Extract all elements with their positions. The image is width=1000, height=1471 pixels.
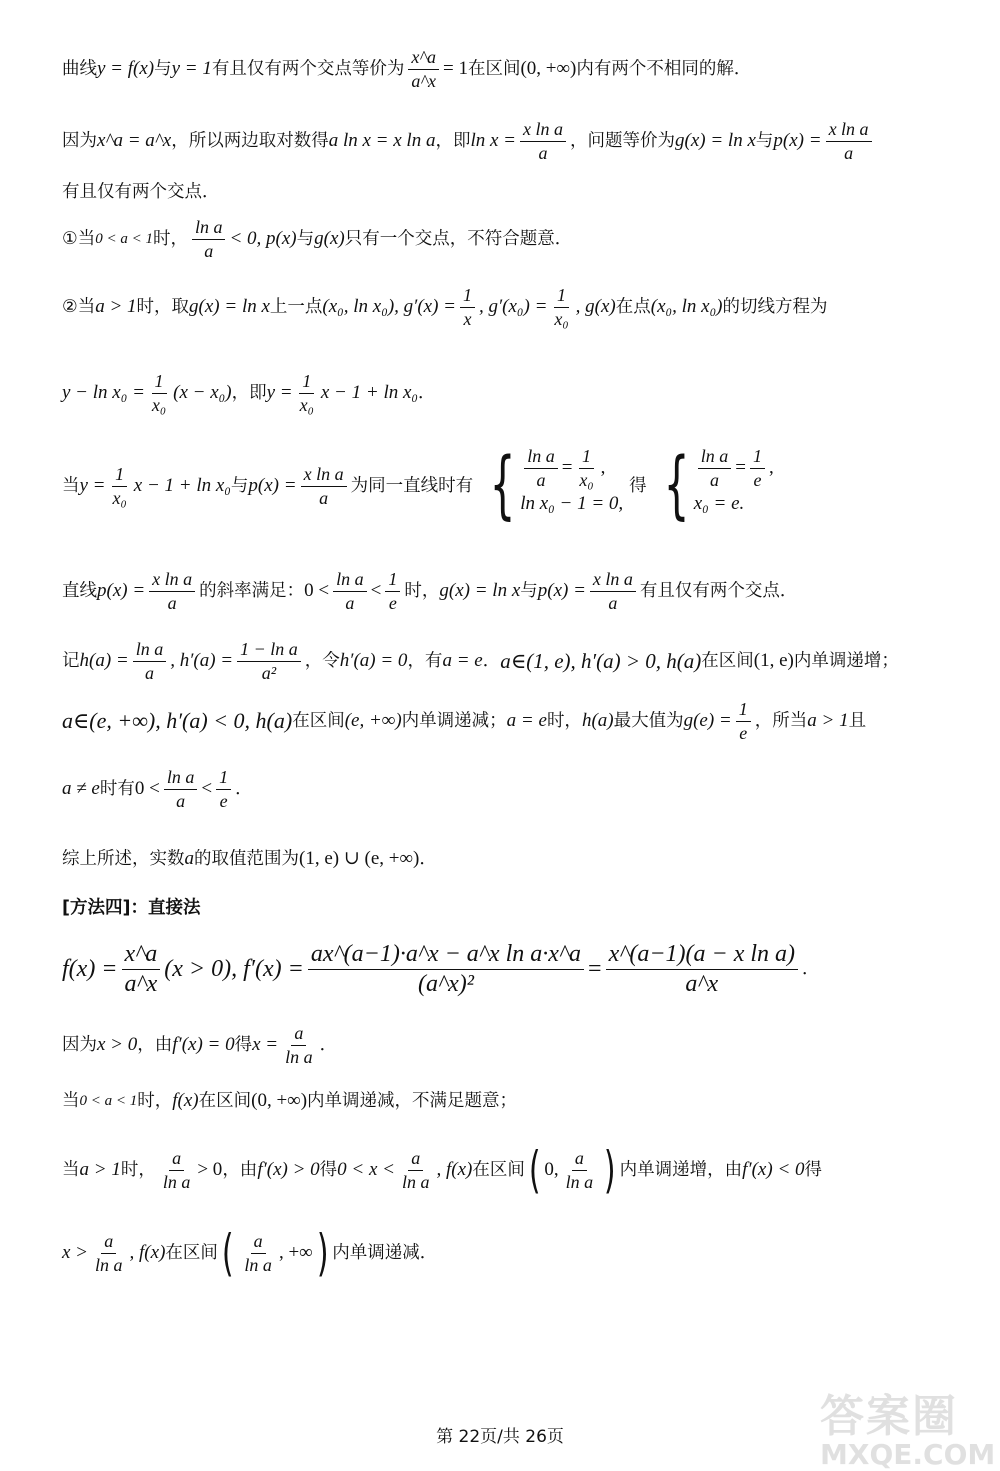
text: 时， <box>137 1090 173 1111</box>
line-14 <box>62 942 960 997</box>
line-12 <box>62 848 960 871</box>
formula: y = 1 <box>171 57 212 79</box>
fraction: $\frac{\text{1 − ln a}}{\text{a²}}$ <box>237 640 301 683</box>
text: 且 <box>848 710 867 731</box>
comma: , <box>600 456 606 478</box>
text: 在区间 <box>292 710 345 731</box>
fraction: $\frac{\text{x ln a}}{a}$ <box>520 120 566 163</box>
text: 时，取 <box>136 296 190 317</box>
formula: ln x = <box>470 129 517 151</box>
line-8 <box>62 570 960 613</box>
formula: f′(x) > 0 <box>257 1158 320 1180</box>
fraction: $\frac{\text{ln a}}{a}$ <box>333 570 367 613</box>
text: 因为 <box>62 130 97 151</box>
text: 内单调递增，由 <box>619 1159 743 1180</box>
formula: h(a) = <box>79 649 129 671</box>
formula: (x − x₀) <box>173 381 232 403</box>
text: ． <box>418 382 436 403</box>
fraction: $\frac{1}{e}$ <box>216 768 231 811</box>
formula: > 0 <box>197 1158 223 1180</box>
text: 上一点 <box>269 296 323 317</box>
text: 时， <box>404 580 440 601</box>
formula: 0 < x < <box>337 1158 395 1180</box>
brace-icon: { <box>663 442 690 528</box>
fraction: $\frac{\text{ln a}}{a}$ <box>164 768 198 811</box>
line-5 <box>62 286 960 329</box>
equation-system-1 <box>479 442 624 528</box>
watermark-url: MXQE.COM <box>820 1438 996 1471</box>
text: 与 <box>296 228 315 249</box>
text: 当 <box>62 1090 80 1111</box>
text: ． <box>319 1034 338 1055</box>
text: 有且仅有两个交点等价为 <box>211 58 405 79</box>
text: 有且仅有两个交点． <box>62 182 220 202</box>
formula: (x₀, ln x₀) <box>650 295 723 317</box>
formula: a ln x = x ln a <box>328 129 436 151</box>
formula: g(x) = ln x <box>189 295 270 317</box>
interval: (e, +∞) <box>344 709 402 731</box>
formula: a > 1 <box>95 295 137 317</box>
fraction: $\frac{\text{x ln a}}{a}$ <box>149 570 195 613</box>
fraction: $\frac{\text{ax\textasciicircum{}(a−1)·a\textasciicircum{}x − a\textasciicircum{}x ln a·x\textasciicircum{}a}}{\text{(a\textasciicircum{}x)²}}$ <box>308 942 584 997</box>
text: 综上所述，实数 <box>62 848 185 869</box>
text: 当 <box>62 475 80 496</box>
formula: y = f(x) <box>97 57 155 79</box>
formula: , f(x) <box>129 1241 166 1263</box>
formula: , f(x) <box>436 1158 473 1180</box>
line-7 <box>62 442 960 528</box>
fraction: $\frac{1}{e}$ <box>750 447 765 490</box>
formula: a∈(e, +∞), h′(a) < 0, h(a) <box>62 708 293 734</box>
formula: x − 1 + ln x₀ <box>133 474 231 496</box>
text: 当 <box>62 1159 80 1180</box>
fraction: $\frac{\text{x ln a}}{a}$ <box>590 570 636 613</box>
fraction: $\frac{a}{\text{ln a}}$ <box>244 1230 272 1275</box>
formula: , g(x) <box>575 295 616 317</box>
text: 因为 <box>62 1034 97 1055</box>
formula: a = e <box>442 649 483 671</box>
fraction: $\frac{\text{ln a}}{a}$ <box>698 447 732 490</box>
line-2 <box>62 120 960 163</box>
fraction: $\frac{1}{e}$ <box>385 570 400 613</box>
line-9 <box>62 640 960 683</box>
formula: h(a) <box>581 709 614 731</box>
text: ①当 <box>62 228 96 249</box>
formula: p(x) = <box>248 474 297 496</box>
text: 在区间 <box>467 58 521 79</box>
text: 在区间 <box>198 1090 252 1111</box>
text: 与 <box>154 58 172 79</box>
fraction: $\frac{1}{\text{x₀}}$ <box>579 445 594 490</box>
formula: x₀ = e. <box>693 492 745 514</box>
text: ，即 <box>435 130 471 151</box>
line-15 <box>62 1024 960 1067</box>
line-17 <box>62 1141 960 1199</box>
text: ，由 <box>137 1034 173 1055</box>
formula: g(e) = <box>683 709 732 731</box>
formula: h′(a) = 0 <box>339 649 408 671</box>
text: 的取值范围为 <box>194 848 299 869</box>
fraction: $\frac{1}{e}$ <box>736 700 751 743</box>
formula: , +∞ <box>278 1241 313 1263</box>
formula: f(x) = <box>62 956 118 983</box>
text: 时， <box>546 710 582 731</box>
text: 内有两个不相同的解． <box>576 58 752 79</box>
text: 记 <box>62 650 80 671</box>
formula: g(x) = ln x <box>439 579 521 601</box>
text: 内单调递减． <box>332 1242 438 1263</box>
text: 与 <box>230 475 249 496</box>
text: ，即 <box>231 382 267 403</box>
fraction: $\frac{\text{x\textasciicircum{}(a−1)(a − x ln a)}}{a\^{}x}$ <box>606 942 798 997</box>
formula: y = <box>79 474 106 496</box>
formula: a = e <box>506 709 547 731</box>
text: 的切线方程为 <box>722 296 828 317</box>
formula: 0 < <box>134 777 160 799</box>
section-heading: [方法四]：直接法 <box>62 898 201 918</box>
text: 时， <box>120 1159 156 1180</box>
comma: , <box>768 456 774 478</box>
line-6 <box>62 372 960 415</box>
formula: p(x) = <box>773 129 822 151</box>
interval: (1, e) <box>753 649 794 671</box>
formula: g(x) = ln x <box>675 129 756 151</box>
formula: , g′(x₀) = <box>478 295 548 317</box>
formula: , h′(a) = <box>170 649 234 671</box>
formula: x > 0 <box>97 1033 138 1055</box>
formula: a∈(1, e), h′(a) > 0, h(a) <box>500 648 702 673</box>
line-11 <box>62 768 960 811</box>
formula: < <box>370 579 382 601</box>
text: ，令 <box>304 650 340 671</box>
fraction: $\frac{\text{ln a}}{a}$ <box>133 640 167 683</box>
watermark-text: 答案圈 <box>820 1391 958 1442</box>
equation-system-2 <box>653 442 774 528</box>
text: 得 <box>319 1159 338 1180</box>
formula: < <box>201 777 213 799</box>
text: 与 <box>755 130 774 151</box>
fraction: $\frac{\text{x ln a}}{a}$ <box>301 465 347 508</box>
text: 为同一直线时有 <box>350 475 474 496</box>
formula: (x > 0), f′(x) = <box>164 956 304 983</box>
text: 时有 <box>99 778 135 799</box>
formula: x − 1 + ln x₀ <box>320 381 419 403</box>
fraction: $\frac{a}{\text{ln a}}$ <box>285 1023 313 1067</box>
text: ，所以两边取对数得 <box>171 130 329 151</box>
right-paren-icon: ) <box>604 1141 616 1199</box>
brace-icon: { <box>489 442 516 528</box>
text: 有且仅有两个交点． <box>639 580 798 601</box>
formula: f′(x) < 0 <box>742 1158 805 1180</box>
text: ②当 <box>62 296 96 317</box>
formula: a > 1 <box>807 709 849 731</box>
formula: y − ln x₀ = <box>62 381 145 403</box>
right-paren-icon: ) <box>316 1224 329 1282</box>
text: ． <box>419 848 437 869</box>
line-3 <box>62 182 960 203</box>
fraction: $\frac{a}{\text{ln a}}$ <box>95 1230 123 1275</box>
text: 得 <box>804 1159 823 1180</box>
formula: p(x) = <box>97 579 146 601</box>
formula: a <box>184 848 194 869</box>
fraction: $\frac{\text{ln a}}{a}$ <box>192 218 226 261</box>
text: 最大值为 <box>613 710 684 731</box>
formula: = 1 <box>442 57 468 79</box>
formula: f(x) <box>172 1090 199 1111</box>
formula: (1, e) ∪ (e, +∞) <box>299 848 420 869</box>
formula: y = <box>266 381 293 403</box>
text: ． <box>802 959 820 980</box>
line-4 <box>62 218 960 261</box>
text: ． <box>482 650 501 671</box>
text: 在区间 <box>165 1242 218 1263</box>
fraction: $\frac{1}{\text{x₀}}$ <box>554 285 569 329</box>
left-paren-icon: ( <box>528 1141 541 1199</box>
text: 得 <box>629 475 647 496</box>
text: 内单调递减； <box>401 710 507 731</box>
text: 直线 <box>62 580 97 601</box>
text: 在区间 <box>701 650 754 671</box>
fraction: $\frac{1}{\text{x₀}}$ <box>112 463 127 508</box>
equals: = <box>735 456 746 478</box>
formula: a > 1 <box>79 1158 121 1180</box>
page-number: 第 22页/共 26页 <box>436 1427 564 1447</box>
text: ． <box>235 778 253 799</box>
formula: (x₀, ln x₀), g′(x) = <box>322 295 456 317</box>
text: 与 <box>520 580 538 601</box>
text: ，问题等价为 <box>570 130 676 151</box>
text: 在区间 <box>472 1159 525 1180</box>
formula: f′(x) = 0 <box>172 1033 235 1055</box>
text: 时， <box>152 228 188 249</box>
text: 的斜率满足： <box>199 580 305 601</box>
interval: (0, +∞) <box>251 1090 308 1111</box>
line-13 <box>62 898 960 919</box>
fraction: $\frac{a}{\text{ln a}}$ <box>565 1147 594 1192</box>
fraction: $\frac{1}{\text{x₀}}$ <box>151 371 167 415</box>
formula: < 0, p(x) <box>229 227 297 249</box>
formula: 0 < <box>304 579 330 601</box>
line-16 <box>62 1090 960 1113</box>
watermark-logo <box>820 1380 996 1471</box>
formula: g(x) <box>314 227 345 249</box>
fraction: $\frac{x\^{}a}{a\^{}x}$ <box>408 48 439 91</box>
fraction: $\frac{x\^{}a}{a\^{}x}$ <box>122 942 161 997</box>
text: ，所当 <box>754 710 808 731</box>
line-10 <box>62 700 960 743</box>
formula: a ≠ e <box>62 777 100 799</box>
fraction: $\frac{a}{\text{ln a}}$ <box>401 1147 430 1192</box>
text: ，有 <box>407 650 443 671</box>
fraction: $\frac{\text{ln a}}{a}$ <box>524 447 558 490</box>
text: 得 <box>234 1034 253 1055</box>
fraction: $\frac{1}{x}$ <box>460 286 475 329</box>
text: 内单调递减，不满足题意； <box>307 1090 518 1111</box>
formula: 0 < a < 1 <box>79 1093 138 1110</box>
text: 曲线 <box>62 58 97 79</box>
text: 内单调递增； <box>793 650 899 671</box>
formula: = <box>588 956 602 983</box>
text: 在点 <box>615 296 651 317</box>
text: 只有一个交点，不符合题意． <box>344 228 573 249</box>
formula: x = <box>252 1033 279 1055</box>
fraction: $\frac{a}{\text{ln a}}$ <box>162 1147 191 1192</box>
formula: p(x) = <box>537 579 586 601</box>
formula: 0 < a < 1 <box>95 231 153 248</box>
formula: ln x₀ − 1 = 0, <box>520 492 624 514</box>
line-1 <box>62 48 960 91</box>
text: ，由 <box>222 1159 258 1180</box>
left-paren-icon: ( <box>221 1224 234 1282</box>
fraction: $\frac{1}{\text{x₀}}$ <box>299 371 314 415</box>
interval: (0, +∞) <box>520 57 577 79</box>
formula: x^a = a^x <box>97 129 172 151</box>
fraction: $\frac{\text{x ln a}}{a}$ <box>826 120 872 163</box>
formula: 0, <box>544 1158 559 1180</box>
line-18 <box>62 1224 960 1282</box>
equals: = <box>561 456 573 478</box>
formula: x > <box>62 1241 89 1263</box>
